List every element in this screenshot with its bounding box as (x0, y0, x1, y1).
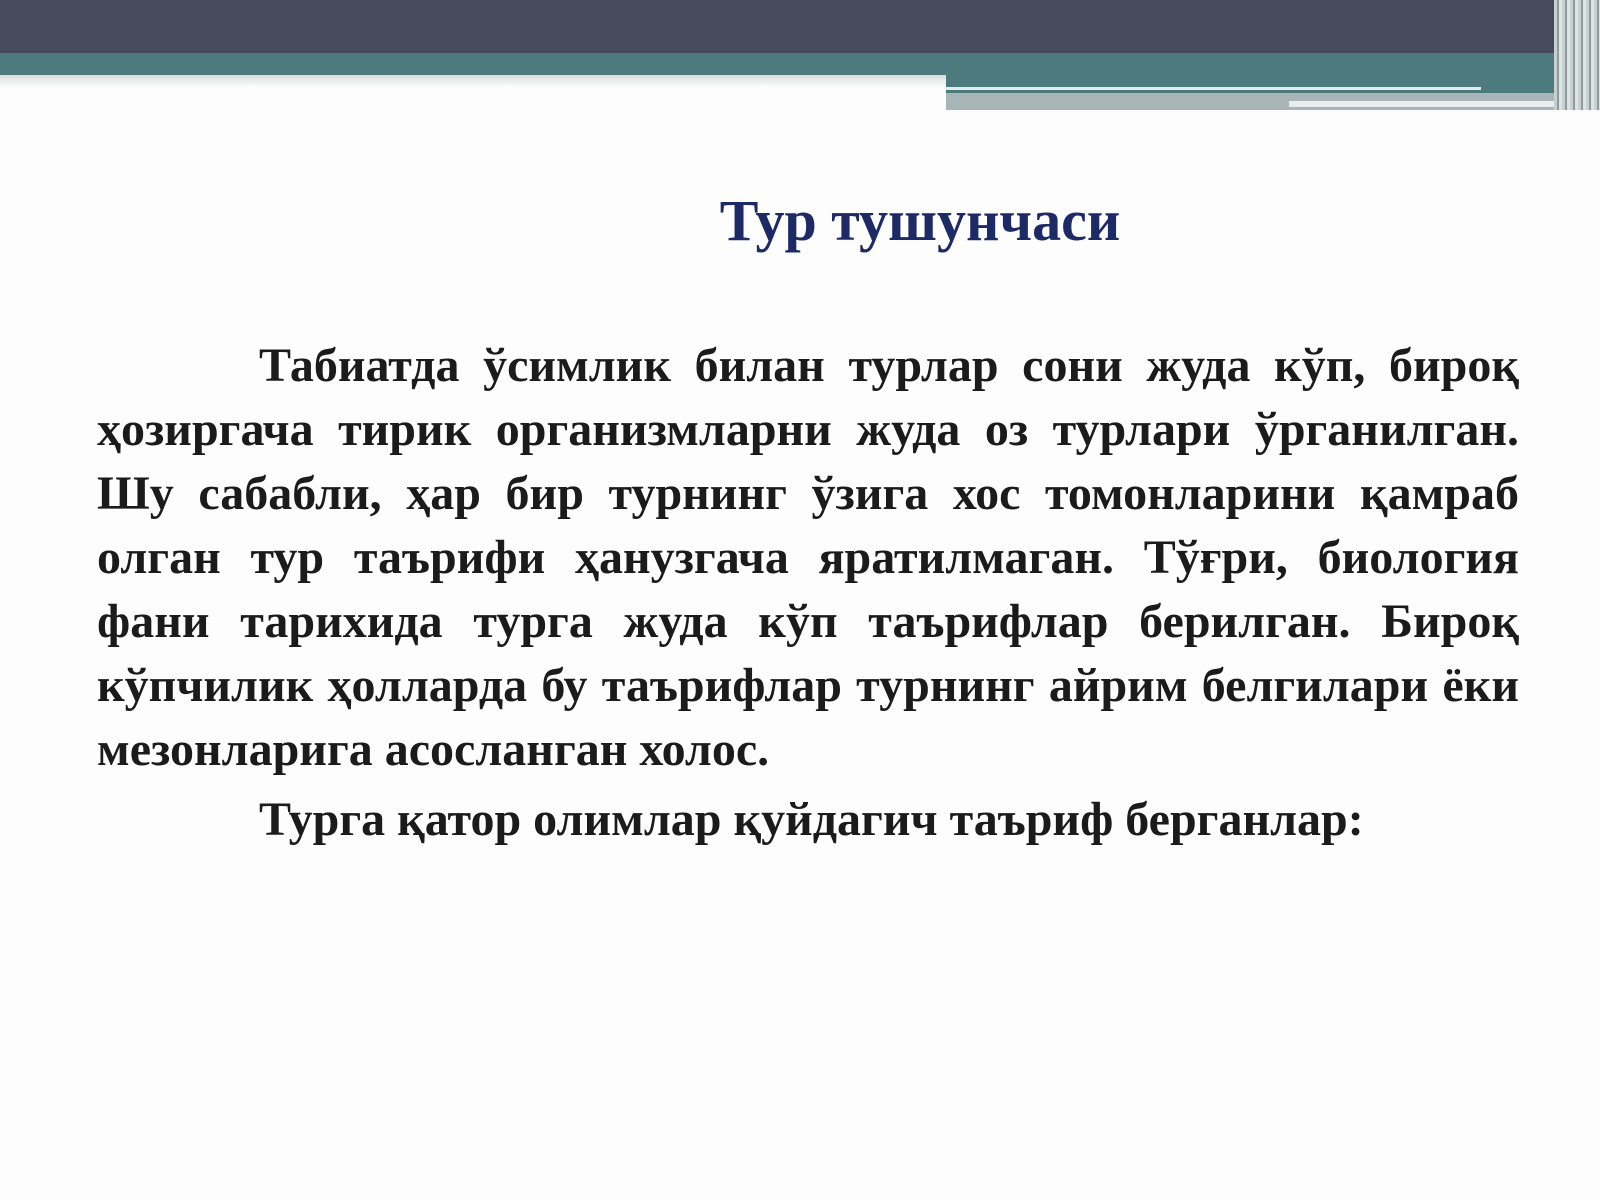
header-step-light (946, 93, 1600, 110)
header-teal-band (0, 53, 1600, 75)
header-step-teal (946, 75, 1600, 93)
header-dark-band (0, 0, 1600, 53)
slide-title-wrap (0, 186, 1600, 256)
header-right-stripes (1554, 0, 1600, 110)
body-paragraph-2: Турга қатор олимлар қуйдагич таъриф берганлар: (259, 793, 1364, 846)
header-accent-line (946, 87, 1481, 90)
slide-body (97, 334, 1519, 852)
slide-title: Тур тушунчаси (719, 188, 1121, 253)
body-paragraph-1: Табиатда ўсимлик билан турлар сони жуда кўп, бироқ ҳозиргача тирик организмларни жуда оз турлари ўрганилган. Шу сабабли, ҳар бир турнинг ўзига хос томонларини қамраб олган тур таърифи ҳанузгача яратилмаган. Тўғри, биология фани тарихида турга жуда кўп таърифлар берилган. Бироқ кўпчилик ҳолларда бу таърифлар турнинг айрим белгилари ёки мезонларига асосланган холос. (97, 339, 1519, 776)
